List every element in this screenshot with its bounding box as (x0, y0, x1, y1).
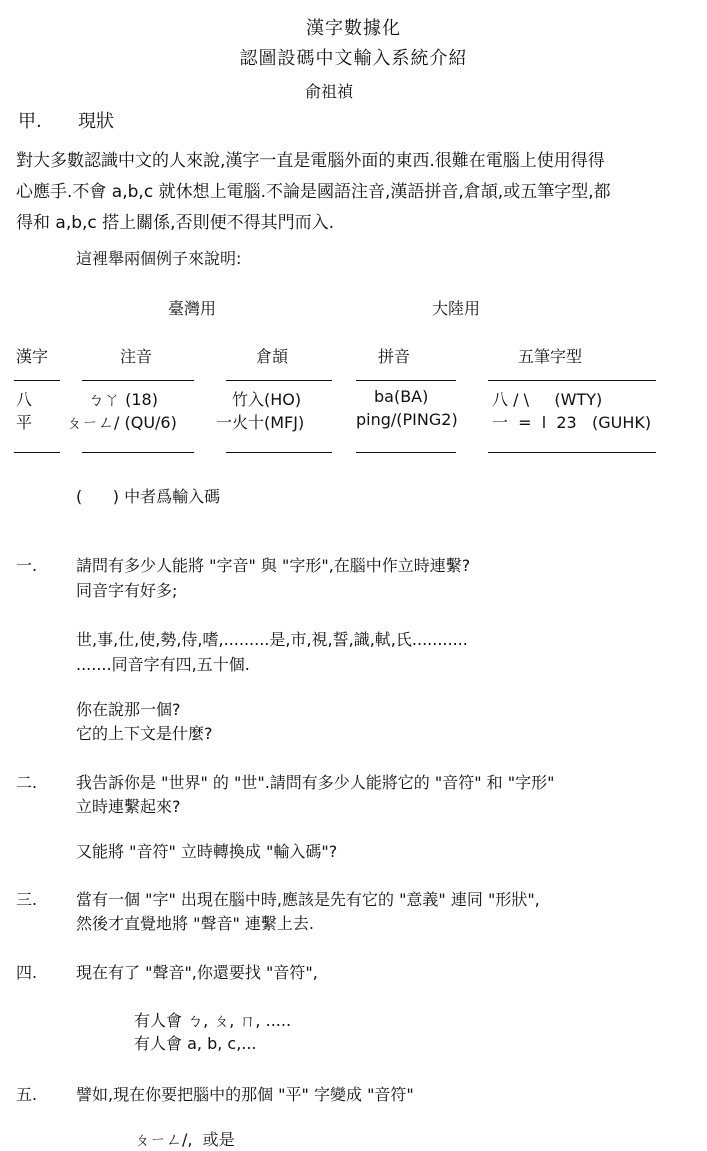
table-cell: ba(BA) (374, 387, 429, 406)
table-cell: ㄆㄧㄥ/ (QU/6) (66, 413, 177, 432)
table-cell: ping/(PING2) (356, 410, 458, 429)
column-header-cangjie: 倉頡 (256, 347, 289, 366)
column-header-zhuyin: 注音 (120, 347, 153, 366)
item-line: 它的上下文是什麼? (76, 724, 213, 743)
intro-paragraph (16, 146, 706, 239)
intro-line: 對大多數認識中文的人來說,漢字一直是電腦外面的東西.很難在電腦上使用得得 (16, 151, 605, 171)
item-line: 然後才直覺地將 "聲音" 連繫上去. (76, 914, 314, 933)
table-note: ( ) 中者爲輸入碼 (76, 487, 221, 506)
table-cell: 平 (16, 413, 33, 432)
intro-line: 得和 a,b,c 搭上關係,否則便不得其門而入. (16, 213, 334, 233)
table-rule (14, 452, 60, 453)
table-rule (226, 380, 332, 381)
item-line: 同音字有好多; (76, 581, 178, 600)
column-header-pinyin: 拼音 (378, 347, 411, 366)
item-line: 請問有多少人能將 "字音" 與 "字形",在腦中作立時連繫? (76, 556, 471, 575)
item-line: 立時連繫起來? (76, 797, 181, 816)
table-rule (356, 380, 456, 381)
table-rule (488, 380, 656, 381)
table-rule (488, 452, 656, 453)
group-label-mainland: 大陸用 (432, 299, 481, 318)
section-title: 現狀 (78, 111, 114, 132)
item-line: 現在有了 "聲音",你還要找 "音符", (76, 963, 318, 982)
table-rule (82, 452, 194, 453)
item-number: 一. (16, 556, 38, 575)
table-rule (226, 452, 332, 453)
table-cell: 竹入(HO) (232, 390, 302, 409)
item-number: 四. (16, 963, 38, 982)
table-rule (14, 380, 60, 381)
table-rule (356, 452, 456, 453)
item-line: 又能將 "音符" 立時轉換成 "輸入碼"? (76, 842, 338, 861)
column-header-wubi: 五筆字型 (518, 347, 583, 366)
item-number: 三. (16, 890, 38, 909)
table-rule (82, 380, 194, 381)
table-cell: 八 / \ (WTY) (492, 390, 603, 409)
column-header-hanzi: 漢字 (16, 347, 49, 366)
group-label-taiwan: 臺灣用 (168, 299, 217, 318)
item-number: 二. (16, 773, 38, 792)
table-cell: 一火十(MFJ) (216, 413, 305, 432)
item-line: .......同音字有四,五十個. (76, 655, 250, 674)
item-line: 有人會 a, b, c,... (134, 1034, 257, 1053)
item-number: 五. (16, 1085, 38, 1104)
document-subtitle: 認圖設碼中文輸入系統介紹 (239, 48, 468, 69)
example-intro: 這裡舉兩個例子來說明: (76, 249, 242, 268)
document-title: 漢字數據化 (306, 18, 401, 39)
item-line: 當有一個 "字" 出現在腦中時,應該是先有它的 "意義" 連同 "形狀", (76, 890, 540, 909)
item-line: 譬如,現在你要把腦中的那個 "平" 字變成 "音符" (76, 1085, 414, 1104)
item-line: 你在說那一個? (76, 700, 181, 719)
author-name: 俞祖禎 (305, 82, 354, 101)
item-line: ㄆㄧㄥ/, 或是 (134, 1130, 235, 1149)
table-cell: 八 (16, 390, 33, 409)
table-cell: ㄅㄚ (18) (88, 390, 158, 409)
item-line: 世,事,仕,使,勢,侍,嗜,.........是,市,視,誓,識,軾,氏........... (76, 630, 468, 649)
section-number: 甲. (18, 111, 42, 132)
intro-line: 心應手.不會 a,b,c 就休想上電腦.不論是國語注音,漢語拼音,倉頡,或五筆字型,都 (16, 182, 611, 202)
table-cell: 一 = l 23 (GUHK) (492, 413, 652, 432)
item-line: 我告訴你是 "世界" 的 "世".請問有多少人能將它的 "音符" 和 "字形" (76, 773, 555, 792)
item-line: 有人會 ㄅ, ㄆ, ㄇ, ..... (134, 1011, 292, 1030)
